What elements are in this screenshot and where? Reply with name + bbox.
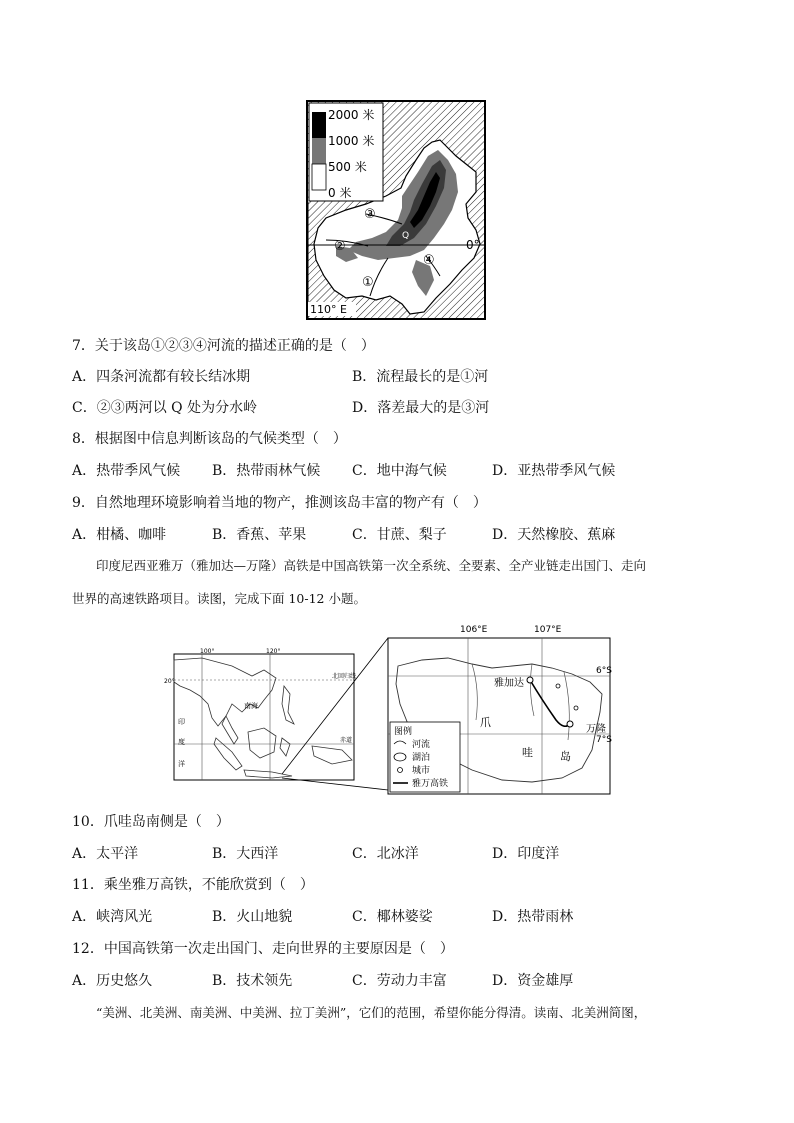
legend-2000: 2000 米 (328, 108, 375, 122)
q11-option-d: D．热带雨林 (492, 909, 574, 925)
q8-option-a: A．热带季风气候 (72, 463, 181, 479)
label-river-2: ② (334, 239, 346, 254)
small-map-frame (174, 654, 357, 780)
jakarta-city-icon (527, 677, 533, 683)
small-indian-3: 洋 (178, 760, 185, 768)
inset-lat-7s: 7°S (596, 735, 612, 745)
passage1-line2: 世界的高速铁路项目。读图，完成下面 10-12 小题。 (72, 591, 366, 606)
island-relief-map-svg (306, 100, 486, 320)
q12-stem: 12．中国高铁第一次走出国门、走向世界的主要原因是（ ） (72, 941, 454, 957)
small-south-china-sea: 南海 (244, 702, 258, 710)
legend-1000: 1000 米 (328, 134, 375, 148)
point-q: Q (402, 231, 410, 241)
java-railway-map (164, 620, 612, 798)
q10-option-d: D．印度洋 (492, 846, 560, 862)
inset-lat-6s: 6°S (596, 666, 612, 676)
q10-stem: 10．爪哇岛南侧是（ ） (72, 814, 230, 830)
inset-lon-107: 107°E (534, 625, 562, 635)
q11-stem: 11．乘坐雅万高铁，不能欣赏到（ ） (72, 877, 314, 893)
legend-lake: 湖泊 (412, 753, 431, 763)
q7-option-a: A．四条河流都有较长结冰期 (72, 369, 251, 385)
q11-option-c: C．椰林婆娑 (352, 909, 433, 925)
legend-title: 图例 (394, 727, 413, 737)
q8-option-c: C．地中海气候 (352, 463, 447, 479)
q8-option-b: B．热带雨林气候 (212, 463, 321, 479)
legend-swatch-2000 (312, 112, 326, 138)
small-lon-100: 100° (200, 648, 215, 655)
q8-stem: 8．根据图中信息判断该岛的气候类型（ ） (72, 431, 347, 447)
lon-label: 110° E (310, 303, 347, 316)
q9-option-b: B．香蕉、苹果 (212, 527, 307, 543)
q9-option-a: A．柑橘、咖啡 (72, 527, 167, 543)
passage2-line1: “美洲、北美洲、南美洲、中美洲、拉丁美洲”，它们的范围，希望你能分得清。读南、北美洲简图， (96, 1005, 647, 1020)
small-indian-1: 印 (178, 718, 185, 726)
bandung-city-icon (567, 721, 573, 727)
small-indian-2: 度 (178, 738, 185, 746)
legend-river: 河流 (412, 740, 431, 750)
legend-city: 城市 (412, 766, 431, 776)
q7-stem: 7．关于该岛①②③④河流的描述正确的是（ ） (72, 338, 375, 354)
q12-option-c: C．劳动力丰富 (352, 973, 447, 989)
inset-lon-106: 106°E (460, 625, 488, 635)
q7-option-d: D．落差最大的是③河 (352, 400, 490, 416)
legend-swatch-500 (312, 138, 326, 164)
q9-stem: 9．自然地理环境影响着当地的物产，推测该岛丰富的物产有（ ） (72, 495, 487, 511)
label-bandung: 万隆 (586, 724, 606, 735)
q8-option-d: D．亚热带季风气候 (492, 463, 616, 479)
label-java-2: 哇 (522, 746, 533, 759)
q12-option-b: B．技术领先 (212, 973, 293, 989)
java-railway-map-svg (164, 620, 612, 798)
label-java-3: 岛 (560, 750, 571, 763)
label-river-4: ④ (423, 253, 435, 268)
lat-label: 0° (466, 238, 480, 252)
q12-option-a: A．历史悠久 (72, 973, 153, 989)
city-icon (556, 684, 560, 688)
q10-option-b: B．大西洋 (212, 846, 279, 862)
legend-swatch-0 (312, 164, 326, 190)
q9-option-d: D．天然橡胶、蕉麻 (492, 527, 616, 543)
q11-option-b: B．火山地貌 (212, 909, 293, 925)
small-tropic-label: 北回归线 (332, 673, 357, 680)
q11-option-a: A．峡湾风光 (72, 909, 153, 925)
q12-option-d: D．资金雄厚 (492, 973, 574, 989)
q10-option-c: C．北冰洋 (352, 846, 419, 862)
label-river-3: ③ (364, 207, 376, 222)
passage1-line1: 印度尼西亚雅万（雅加达—万隆）高铁是中国高铁第一次全系统、全要素、全产业链走出国门、走向 (96, 558, 647, 573)
island-relief-map (306, 100, 486, 320)
q9-option-c: C．甘蔗、梨子 (352, 527, 447, 543)
label-jakarta: 雅加达 (494, 678, 524, 689)
legend-railway: 雅万高铁 (412, 779, 449, 789)
legend-0: 0 米 (328, 186, 352, 200)
q7-option-c: C．②③两河以 Q 处为分水岭 (72, 400, 258, 416)
small-lat-20: 20° (164, 678, 175, 685)
label-java-1: 爪 (480, 716, 491, 729)
legend-500: 500 米 (328, 160, 367, 174)
legend-city-icon (398, 768, 403, 773)
q7-option-b: B．流程最长的是①河 (352, 369, 489, 385)
q10-option-a: A．太平洋 (72, 846, 139, 862)
label-river-1: ① (362, 275, 374, 290)
small-lon-120: 120° (266, 648, 281, 655)
city-icon (574, 706, 578, 710)
small-equator-label: 赤道 (340, 737, 353, 744)
